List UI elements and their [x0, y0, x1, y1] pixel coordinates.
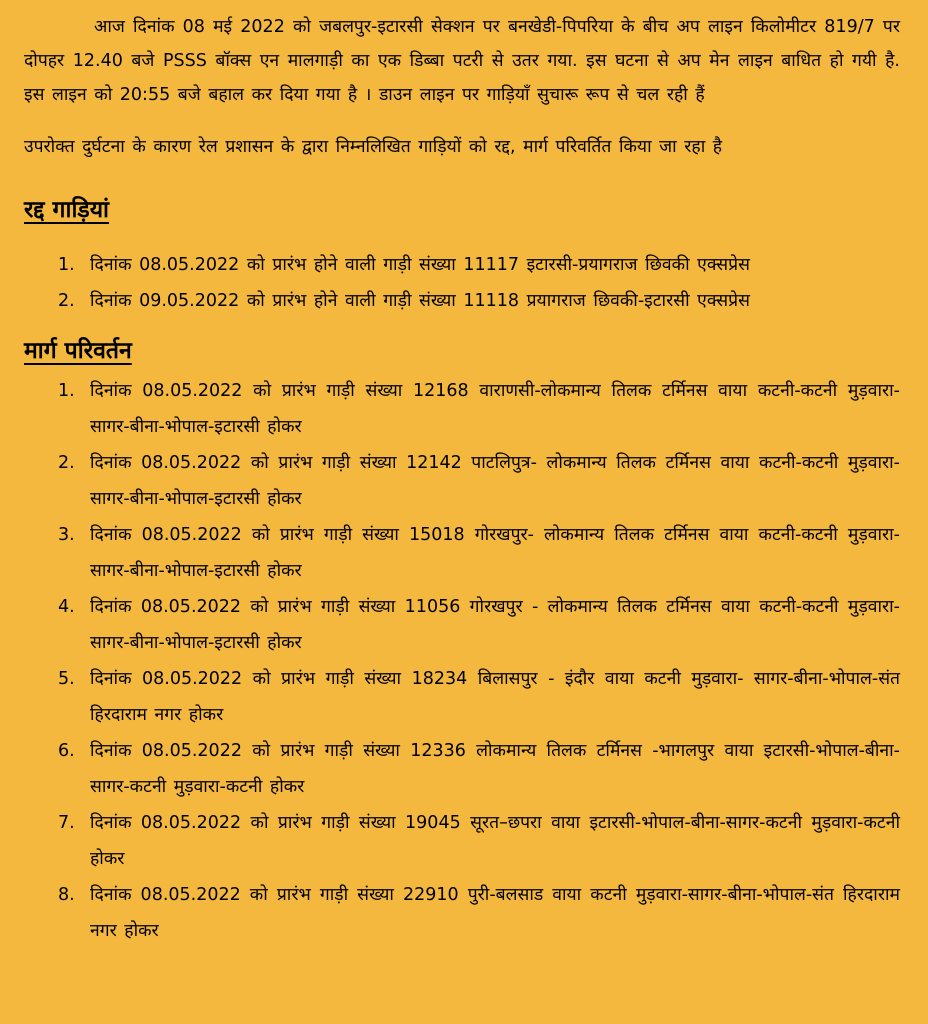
list-item-text: दिनांक 08.05.2022 को प्रारंभ होने वाली गाड़ी संख्या 11117 इटारसी-प्रयागराज छिवकी एक्सप्रेस: [90, 255, 750, 275]
list-item-number: 2.: [58, 453, 75, 473]
list-item: [24, 283, 900, 319]
list-item: [24, 589, 900, 661]
list-item-text: दिनांक 08.05.2022 को प्रारंभ गाड़ी संख्या 22910 पुरी-बलसाड वाया कटनी मुड़वारा-सागर-बीना-भोपाल-संत हिरदाराम नगर होकर: [90, 885, 900, 941]
list-item-number: 1.: [58, 255, 75, 275]
incident-paragraph: आज दिनांक 08 मई 2022 को जबलपुर-इटारसी सेक्शन पर बनखेडी-पिपरिया के बीच अप लाइन किलोमीटर 819/7 पर दोपहर 12.40 बजे PSSS बॉक्स एन मालगाड़ी का एक डिब्बा पटरी से उतर गया. इस घटना से अप मेन लाइन बाधित हो गयी है. इस लाइन को 20:55 बजे बहाल कर दिया गया है । डाउन लाइन पर गाड़ियाँ सुचारू रूप से चल रही हैं: [24, 17, 900, 105]
list-item: [24, 373, 900, 445]
list-item: [24, 445, 900, 517]
list-item: [24, 877, 900, 949]
list-item-number: 7.: [58, 813, 75, 833]
cancelled-trains-heading: रद्द गाड़ियां: [24, 197, 110, 223]
list-item-text: दिनांक 08.05.2022 को प्रारंभ गाड़ी संख्या 12142 पाटलिपुत्र- लोकमान्य तिलक टर्मिनस वाया कटनी-कटनी मुड़वारा- सागर-बीना-भोपाल-इटारसी होकर: [90, 453, 900, 509]
cancelled-trains-list: [24, 247, 900, 319]
list-item-number: 1.: [58, 381, 75, 401]
list-item-text: दिनांक 08.05.2022 को प्रारंभ गाड़ी संख्या 11056 गोरखपुर - लोकमान्य तिलक टर्मिनस वाया कटनी-कटनी मुड़वारा- सागर-बीना-भोपाल-इटारसी होकर: [90, 597, 900, 653]
list-item: [24, 247, 900, 283]
list-item: [24, 805, 900, 877]
diverted-trains-heading: मार्ग परिवर्तन: [24, 338, 132, 364]
list-item-text: दिनांक 08.05.2022 को प्रारंभ गाड़ी संख्या 19045 सूरत–छपरा वाया इटारसी-भोपाल-बीना-सागर-कटनी मुड़वारा-कटनी होकर: [90, 813, 900, 869]
list-item-number: 5.: [58, 669, 75, 689]
list-item-number: 3.: [58, 525, 75, 545]
list-item-number: 8.: [58, 885, 75, 905]
list-item-number: 6.: [58, 741, 75, 761]
list-item: [24, 661, 900, 733]
list-item-text: दिनांक 08.05.2022 को प्रारंभ गाड़ी संख्या 12168 वाराणसी-लोकमान्य तिलक टर्मिनस वाया कटनी-कटनी मुड़वारा- सागर-बीना-भोपाल-इटारसी होकर: [90, 381, 900, 437]
consequence-paragraph: उपरोक्त दुर्घटना के कारण रेल प्रशासन के द्वारा निम्नलिखित गाड़ियों को रद्द, मार्ग परिवर्तित किया जा रहा है: [24, 137, 723, 157]
list-item-text: दिनांक 08.05.2022 को प्रारंभ गाड़ी संख्या 12336 लोकमान्य तिलक टर्मिनस -भागलपुर वाया इटारसी-भोपाल-बीना- सागर-कटनी मुड़वारा-कटनी होकर: [90, 741, 900, 797]
list-item-number: 2.: [58, 291, 75, 311]
list-item: [24, 733, 900, 805]
list-item-text: दिनांक 08.05.2022 को प्रारंभ गाड़ी संख्या 15018 गोरखपुर- लोकमान्य तिलक टर्मिनस वाया कटनी-कटनी मुड़वारा- सागर-बीना-भोपाल-इटारसी होकर: [90, 525, 900, 581]
list-item-text: दिनांक 09.05.2022 को प्रारंभ होने वाली गाड़ी संख्या 11118 प्रयागराज छिवकी-इटारसी एक्सप्रेस: [90, 291, 750, 311]
diverted-trains-list: [24, 373, 900, 949]
list-item-text: दिनांक 08.05.2022 को प्रारंभ गाड़ी संख्या 18234 बिलासपुर - इंदौर वाया कटनी मुड़वारा- सागर-बीना-भोपाल-संत हिरदाराम नगर होकर: [90, 669, 900, 725]
list-item: [24, 517, 900, 589]
list-item-number: 4.: [58, 597, 75, 617]
